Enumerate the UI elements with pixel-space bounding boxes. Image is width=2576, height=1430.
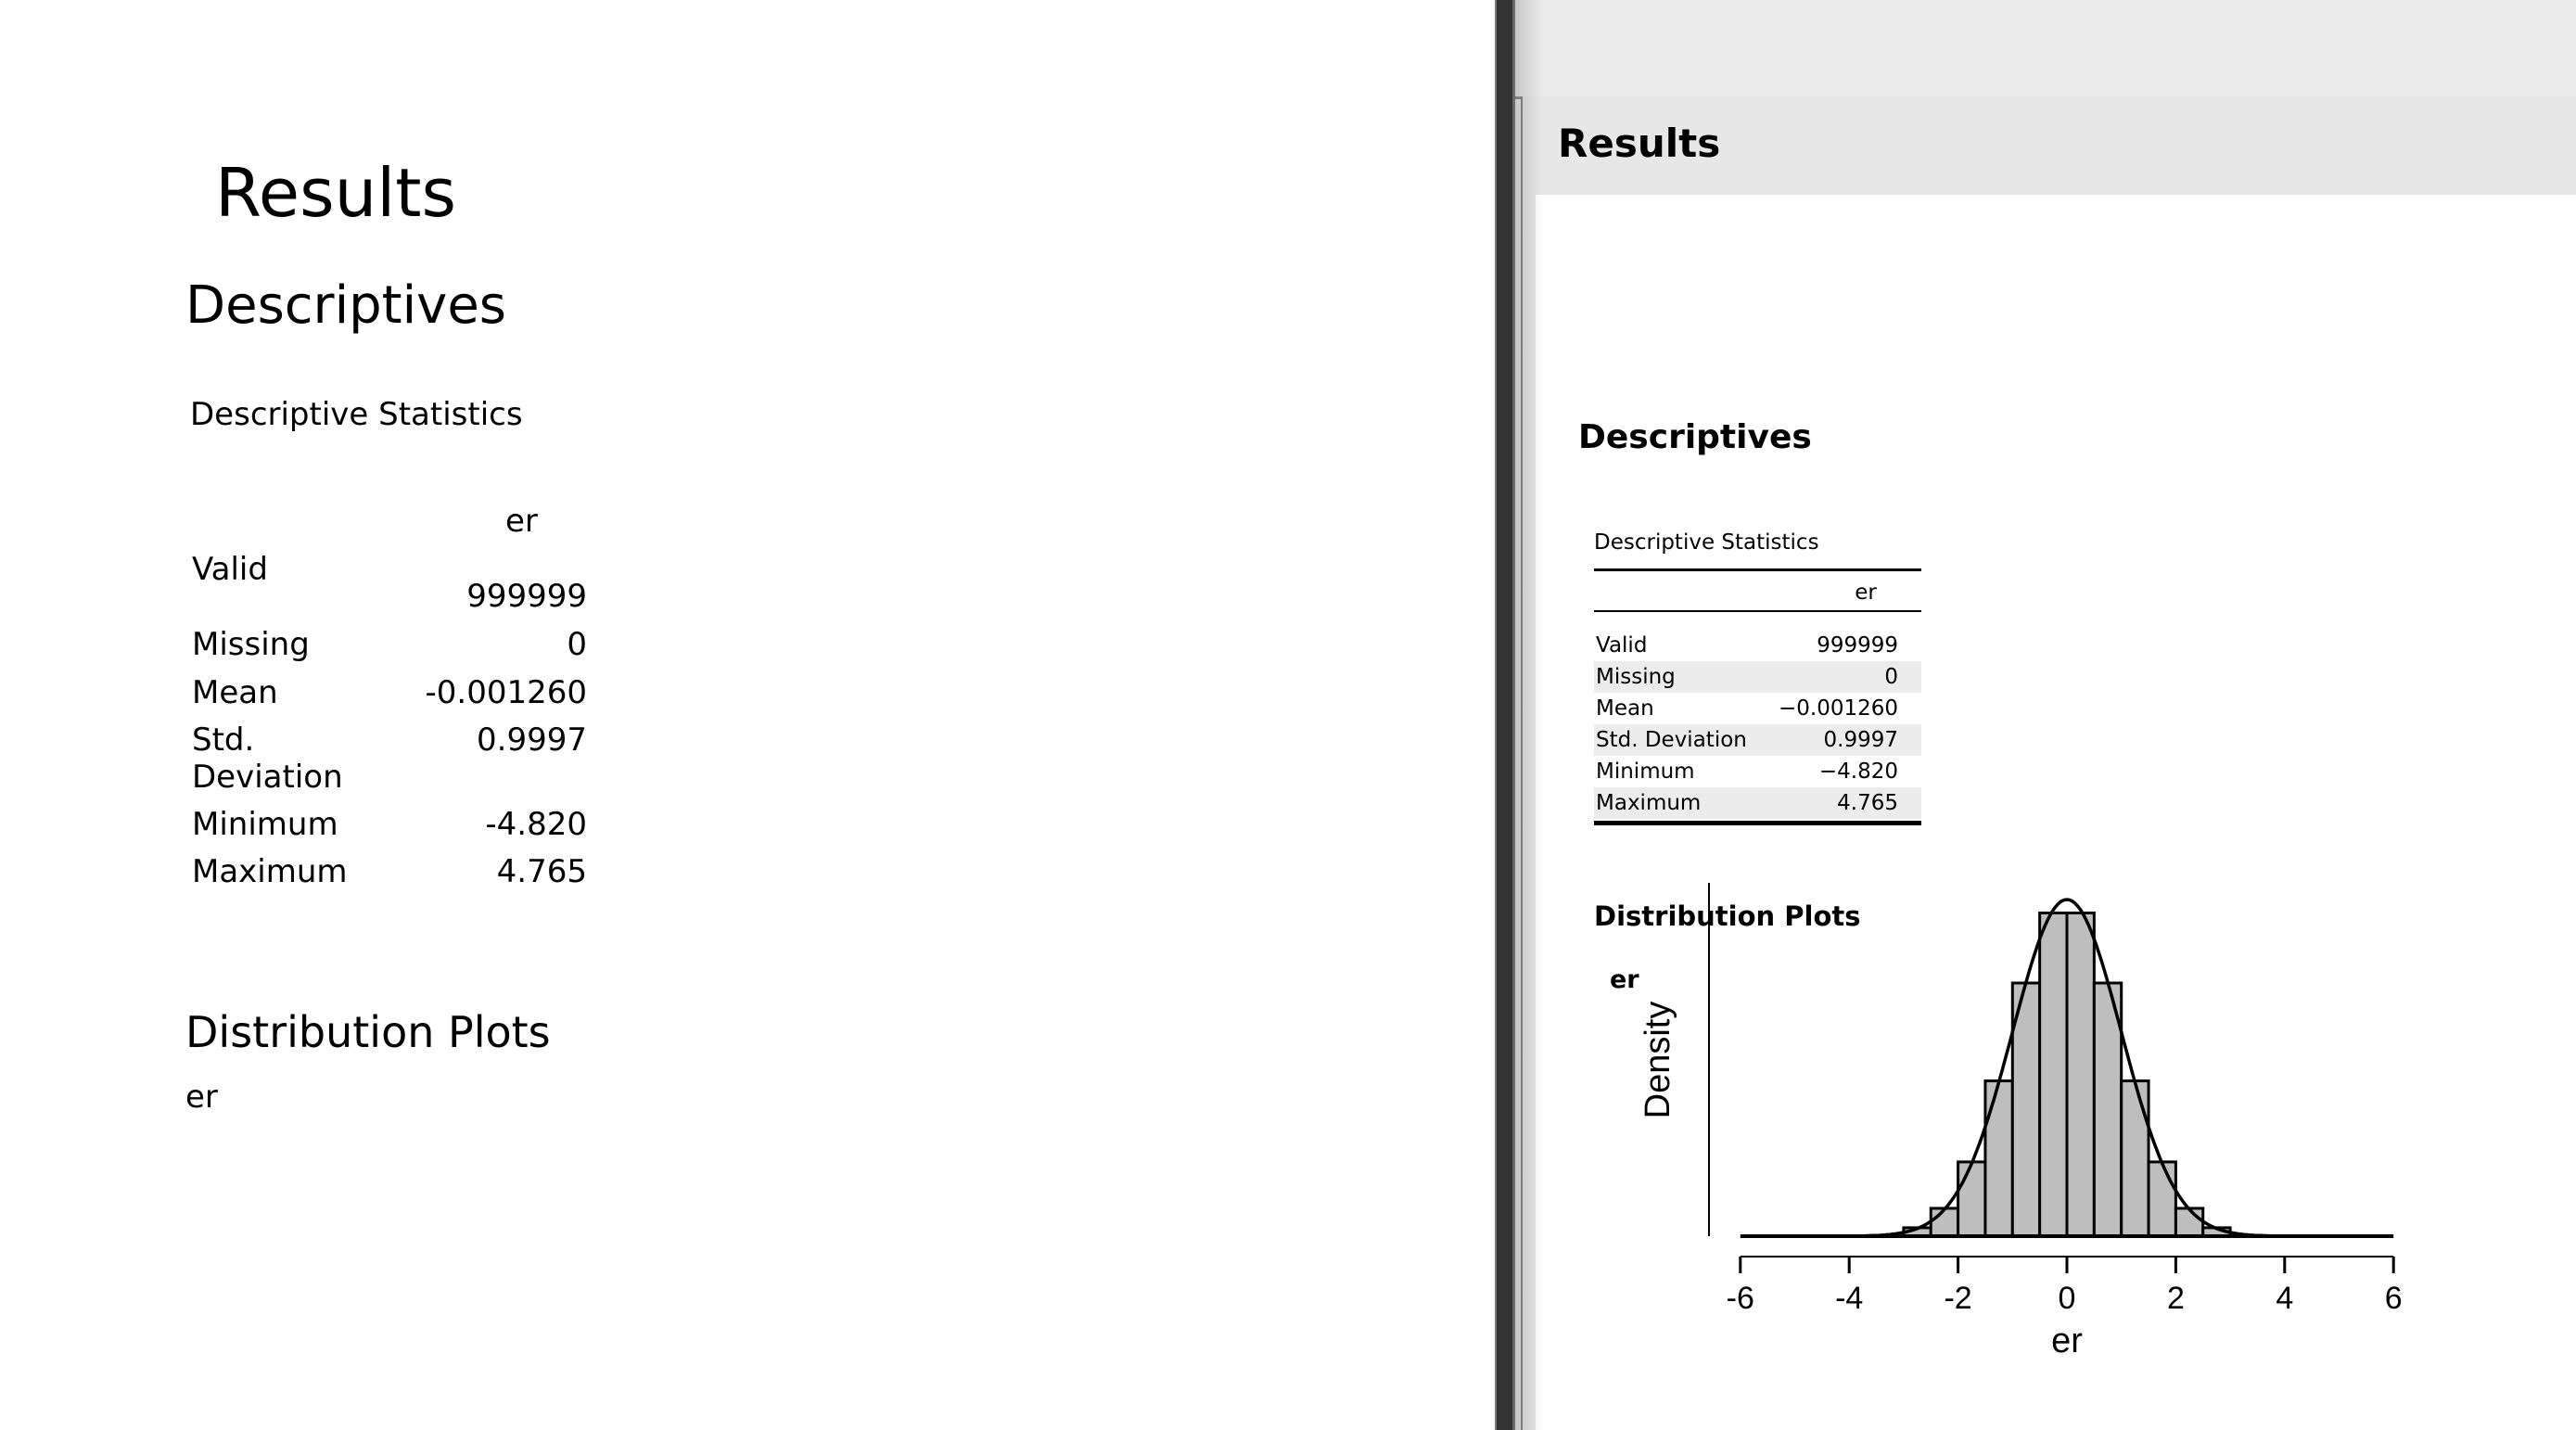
y-axis-label: Density xyxy=(1639,1001,1677,1119)
x-tick-label: 6 xyxy=(2384,1281,2403,1316)
table-row xyxy=(192,721,587,796)
row-label: Minimum xyxy=(1596,760,1695,784)
section-heading-descriptives[interactable]: Descriptives xyxy=(1578,418,1812,456)
histogram-bar xyxy=(1931,1208,1958,1236)
row-value: 0.9997 xyxy=(1823,728,1898,752)
page-title: Results xyxy=(215,154,456,232)
x-tick-label: 2 xyxy=(2166,1281,2185,1316)
table-title[interactable]: Descriptive Statistics xyxy=(1594,530,1819,555)
section-heading-distribution-plots[interactable]: Distribution Plots xyxy=(1594,900,1861,932)
x-tick-label: 4 xyxy=(2276,1281,2294,1316)
plot-variable-label[interactable]: er xyxy=(1610,965,1639,994)
histogram-bar xyxy=(1985,1081,2012,1236)
row-label: Maximum xyxy=(192,853,348,890)
section-heading-distribution-plots: Distribution Plots xyxy=(185,1007,551,1057)
histogram-bar xyxy=(2175,1208,2202,1236)
histogram-bar xyxy=(2122,1081,2149,1236)
row-value: −0.001260 xyxy=(1778,696,1898,721)
x-tick-label: 0 xyxy=(2058,1281,2076,1316)
histogram-bar xyxy=(1958,1162,1985,1236)
row-label: Std. xyxy=(192,721,255,759)
results-title: Results xyxy=(1558,121,1721,166)
row-label: Minimum xyxy=(192,806,338,843)
x-axis-label: er xyxy=(2051,1321,2083,1360)
row-value: 4.765 xyxy=(1837,791,1898,815)
row-value: 999999 xyxy=(1817,633,1898,658)
section-heading-descriptives: Descriptives xyxy=(185,275,506,336)
row-label: Mean xyxy=(1596,696,1654,721)
row-label: Missing xyxy=(1596,665,1676,689)
row-label: Maximum xyxy=(1596,791,1702,815)
x-tick-label: -2 xyxy=(1944,1281,1972,1316)
row-value: 0 xyxy=(1884,665,1898,689)
histogram-bars xyxy=(1904,913,2230,1236)
plot-variable-label: er xyxy=(185,1079,218,1116)
x-tick-label: -4 xyxy=(1835,1281,1864,1316)
row-value: 4.765 xyxy=(496,853,587,890)
table-row xyxy=(192,626,587,663)
results-pane xyxy=(1515,0,2576,1430)
row-value: 0.9997 xyxy=(477,721,587,759)
table-row xyxy=(192,674,587,711)
row-label: Missing xyxy=(192,626,310,663)
table-row xyxy=(192,853,587,890)
x-tick-label: -6 xyxy=(1726,1281,1754,1316)
row-label: Valid xyxy=(192,551,268,588)
row-value: −4.820 xyxy=(1818,760,1898,784)
x-axis xyxy=(1727,1257,2403,1316)
row-value: 999999 xyxy=(466,578,587,615)
table-row xyxy=(192,551,587,625)
row-label: Mean xyxy=(192,674,278,711)
table-column-header: er xyxy=(505,503,538,540)
row-label: Valid xyxy=(1596,633,1648,658)
row-value: -0.001260 xyxy=(425,674,587,711)
row-label: Std. Deviation xyxy=(1596,728,1747,752)
table-row xyxy=(192,806,587,843)
table-title: Descriptive Statistics xyxy=(190,396,523,433)
row-value: -4.820 xyxy=(485,806,587,843)
histogram-bar xyxy=(2149,1162,2175,1236)
pane-splitter[interactable] xyxy=(1495,0,1515,1430)
column-header-er: er xyxy=(1855,581,1877,605)
histogram-bar xyxy=(2040,913,2067,1236)
row-value: 0 xyxy=(567,626,587,663)
density-histogram[interactable] xyxy=(1515,0,2576,1430)
histogram-bar xyxy=(2067,913,2094,1236)
row-label-line2: Deviation xyxy=(192,759,343,796)
